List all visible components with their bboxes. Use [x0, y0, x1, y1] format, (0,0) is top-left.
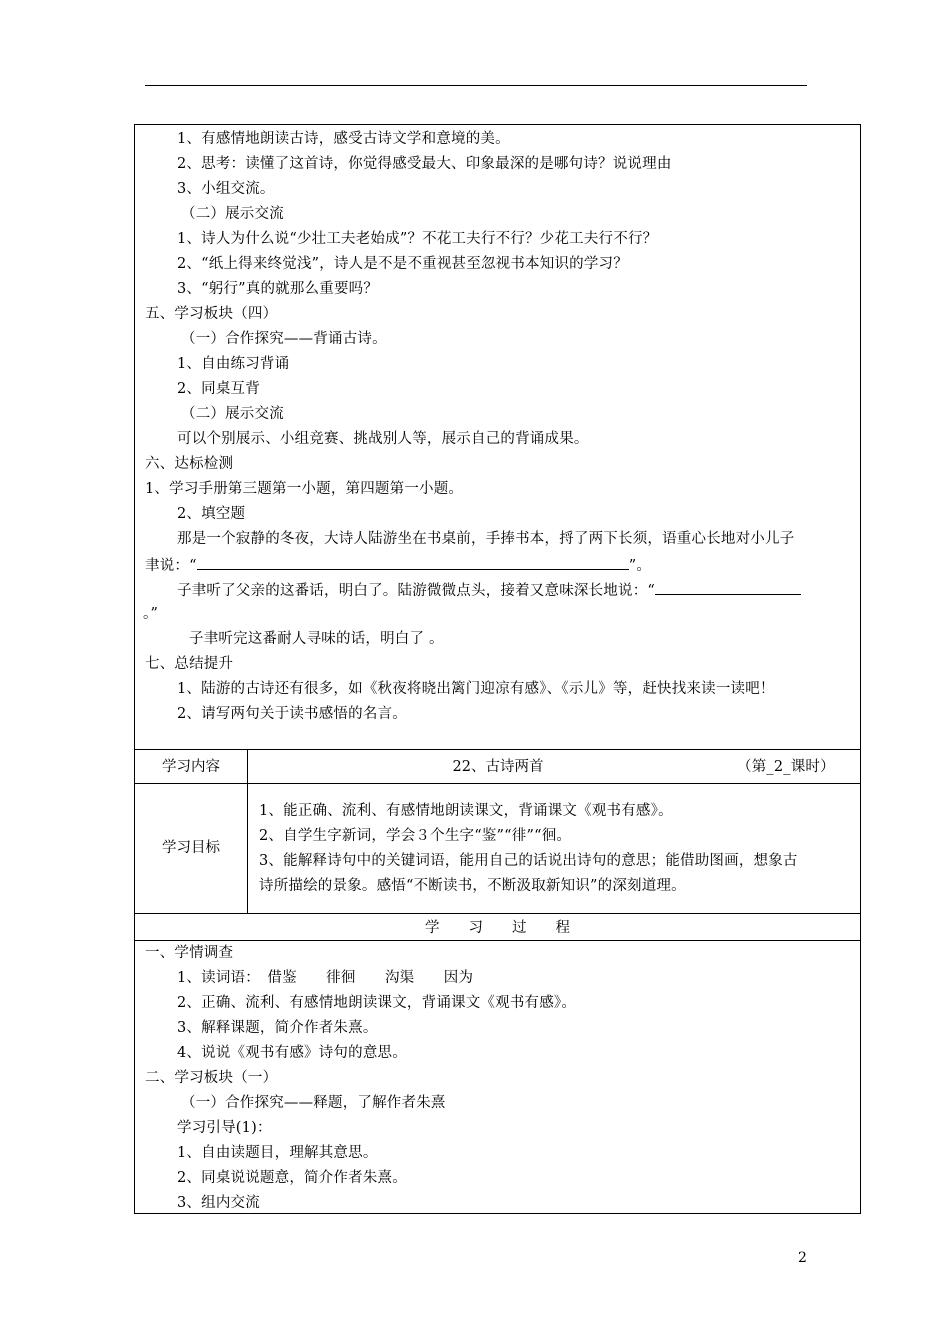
text-line: 3、“躬行”真的就那么重要吗？: [177, 281, 379, 297]
fill-paragraph: 。”: [143, 606, 159, 622]
section-heading: 一、学情调查: [145, 945, 234, 961]
text-line: （一）合作探究——释题，了解作者朱熹: [181, 1095, 446, 1111]
table-rule: [135, 913, 860, 914]
text-line: 1、有感情地朗读古诗，感受古诗文学和意境的美。: [177, 131, 510, 147]
text-line: （二）展示交流: [181, 206, 284, 222]
blank-line: [197, 555, 629, 570]
text-line: 1、自由练习背诵: [177, 356, 290, 372]
table-rule: [135, 940, 860, 941]
text-line: 2、同桌说说题意，简介作者朱熹。: [177, 1170, 407, 1186]
text-line: 2、正确、流利、有感情地朗读课文，背诵课文《观书有感》。: [177, 995, 577, 1011]
table-rule: [135, 749, 860, 750]
fill-paragraph: 聿说：“ ”。: [145, 555, 651, 575]
text-line: 3、解释课题，简介作者朱熹。: [177, 1020, 378, 1036]
text-line: 3、组内交流: [177, 1195, 260, 1211]
blank-line: [655, 580, 801, 595]
fill-paragraph: 那是一个寂静的冬夜，大诗人陆游坐在书桌前，手捧书本，捋了两下长须，语重心长地对小儿子: [177, 531, 795, 547]
text-line: 学习引导(1)：: [177, 1120, 272, 1136]
text-line: 3、小组交流。: [177, 181, 275, 197]
header-rule: [145, 85, 807, 86]
goal-item: 2、自学生字新词，学会３个生字“鉴”“徘”“徊。: [259, 828, 572, 844]
text-line: 1、学习手册第三题第一小题，第四题第一小题。: [145, 481, 464, 497]
content-label: 学习内容: [162, 759, 220, 775]
lesson-plan-table: [134, 124, 861, 1214]
content-title: 22、古诗两首: [452, 759, 544, 775]
text-line: 2、请写两句关于读书感悟的名言。: [177, 706, 407, 722]
text-line: 1、自由读题目，理解其意思。: [177, 1145, 378, 1161]
lesson-label: （第_2_课时）: [737, 759, 835, 775]
text-line: （一）合作探究——背诵古诗。: [181, 331, 387, 347]
text-line: 2、同桌互背: [177, 381, 260, 397]
text-line: 1、诗人为什么说“少壮工夫老始成”？不花工夫行不行？少花工夫行不行？: [177, 231, 658, 247]
fill-paragraph: 子聿听完这番耐人寻味的话，明白了 。: [189, 631, 444, 647]
section-heading: 六、达标检测: [145, 456, 234, 472]
goal-item: 1、能正确、流利、有感情地朗读课文，背诵课文《观书有感》。: [259, 803, 673, 819]
section-heading: 七、总结提升: [145, 656, 234, 672]
section-heading: 五、学习板块（四）: [145, 306, 278, 322]
text-line: 2、填空题: [177, 506, 246, 522]
text-line: 可以个别展示、小组竞赛、挑战别人等，展示自己的背诵成果。: [177, 431, 589, 447]
process-header: 学 习 过 程: [425, 920, 570, 936]
page-number: 2: [798, 1250, 807, 1266]
table-rule: [135, 783, 860, 784]
fill-paragraph: 子聿听了父亲的这番话，明白了。陆游微微点头，接着又意味深长地说：“: [177, 580, 801, 600]
text-line: 1、读词语： 借鉴 徘徊 沟渠 因为: [177, 970, 474, 986]
text-line: 2、思考：读懂了这首诗，你觉得感受最大、印象最深的是哪句诗？说说理由: [177, 156, 672, 172]
text-line: 2、“纸上得来终觉浅”，诗人是不是不重视甚至忽视书本知识的学习？: [177, 256, 628, 272]
goal-item: 诗所描绘的景象。感悟“不断读书，不断汲取新知识”的深刻道理。: [259, 878, 686, 894]
text-line: （二）展示交流: [181, 406, 284, 422]
goal-label: 学习目标: [162, 840, 220, 856]
section-heading: 二、学习板块（一）: [145, 1070, 278, 1086]
text-line: 4、说说《观书有感》诗句的意思。: [177, 1045, 407, 1061]
goal-item: 3、能解释诗句中的关键词语，能用自己的话说出诗句的意思；能借助图画，想象古: [259, 853, 798, 869]
text-line: 1、陆游的古诗还有很多，如《秋夜将晓出篱门迎凉有感》、《示儿》等，赶快找来读一读吧！: [177, 681, 775, 697]
